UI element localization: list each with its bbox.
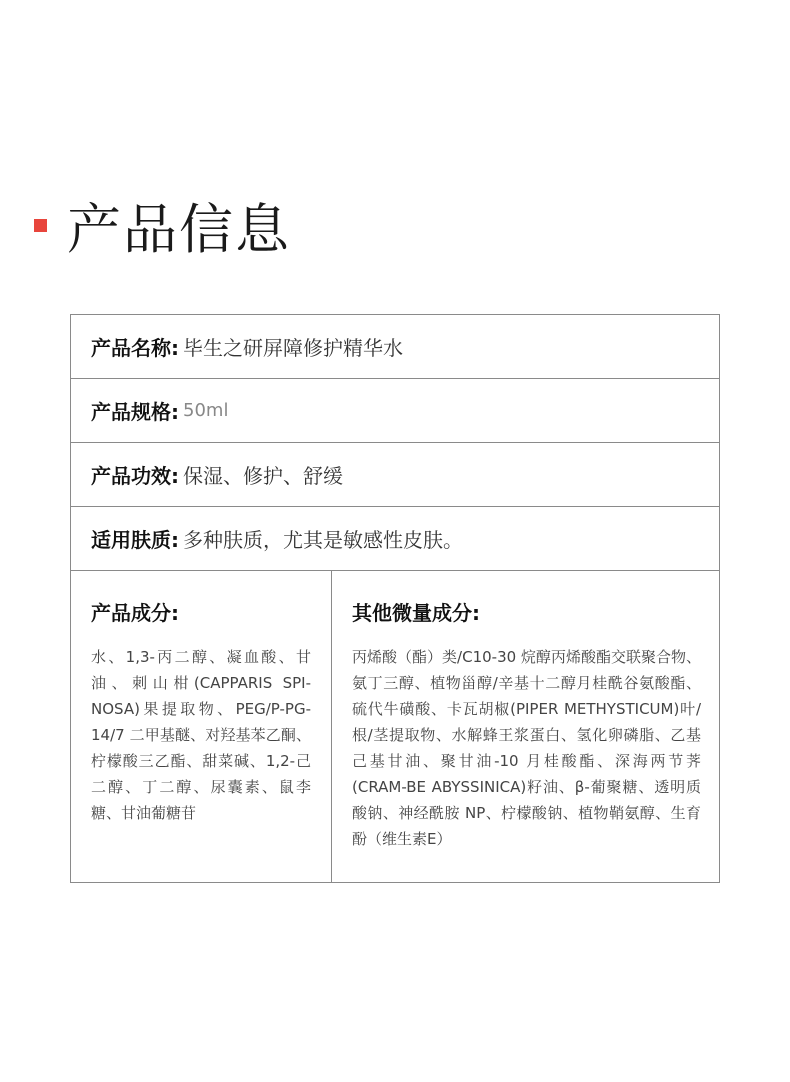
skin-type-value: 多种肤质，尤其是敏感性皮肤。	[183, 528, 463, 552]
trace-ingredients-text: 丙烯酸（酯）类/C10-30 烷醇丙烯酸酯交联聚合物、氨丁三醇、植物甾醇/辛基十二醇月桂酰谷氨酸酯、硫代牛磺酸、卡瓦胡椒(PIPER METHYSTICUM)叶/根/茎提取物、水解蜂王浆蛋白、氢化卵磷脂、乙基己基甘油、聚甘油-10 月桂酸酯、深海两节荠(CRAM-BE ABYSSINICA)籽油、β-葡聚糖、透明质酸钠、神经酰胺 NP、柠檬酸钠、植物鞘氨醇、生育酚（维生素E）	[352, 648, 701, 848]
product-spec-value: 50ml	[183, 400, 229, 421]
ingredients-column	[71, 571, 332, 882]
ingredients-text: 水、1,3-丙二醇、凝血酸、甘油、刺山柑(CAPPARIS SPI-NOSA)果提取物、PEG/P-PG-14/7 二甲基醚、对羟基苯乙酮、柠檬酸三乙酯、甜菜碱、1,2-己二醇、丁二醇、尿囊素、鼠李糖、甘油葡糖苷	[91, 648, 311, 822]
product-spec-label: 产品规格:	[91, 400, 179, 424]
ingredients-section	[71, 571, 719, 882]
product-name-value: 毕生之研屏障修护精华水	[183, 336, 403, 360]
product-name-label: 产品名称:	[91, 336, 179, 360]
product-info-table	[70, 314, 720, 883]
product-effect-value: 保湿、修护、舒缓	[183, 464, 343, 488]
product-effect-row	[71, 443, 719, 507]
page-title: 产品信息	[67, 197, 291, 261]
ingredients-title: 产品成分:	[91, 601, 179, 625]
product-spec-row	[71, 379, 719, 443]
skin-type-label: 适用肤质:	[91, 528, 179, 552]
section-header	[34, 190, 291, 260]
product-effect-label: 产品功效:	[91, 464, 179, 488]
red-square-icon	[34, 219, 47, 232]
trace-ingredients-title: 其他微量成分:	[352, 601, 480, 625]
product-name-row	[71, 315, 719, 379]
trace-ingredients-column	[332, 571, 719, 882]
skin-type-row	[71, 507, 719, 571]
